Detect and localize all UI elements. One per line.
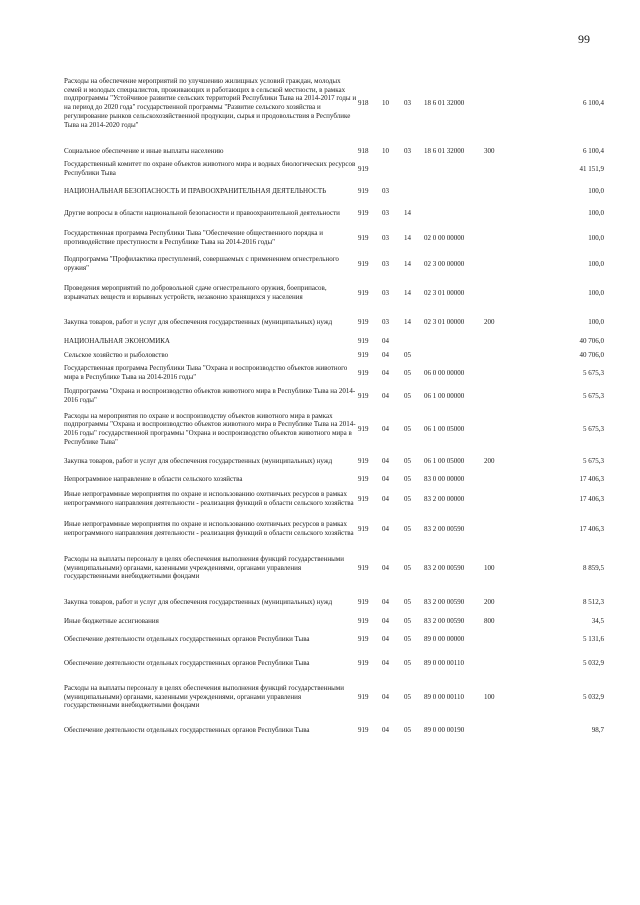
row-section-code: 04 [382,597,389,606]
table-row [64,334,604,348]
row-amount: 100,0 [588,259,604,268]
row-expense-type [484,650,518,676]
row-expense-type: 200 [484,597,495,606]
row-target-code: 06 1 00 05000 [424,456,465,465]
row-amount: 5 032,9 [583,692,604,701]
row-amount: 5 131,6 [583,634,604,643]
row-target-code: 89 0 00 00000 [424,634,465,643]
row-expense-type [484,158,518,180]
row-amount: 100,0 [588,208,604,217]
row-name: Обеспечение деятельности отдельных государственных органов Республики Тыва [64,634,310,643]
row-name: Государственная программа Республики Тыва "Обеспечение общественного порядка и противодействие преступности в Республике Тыва на 2014-2016 годы" [64,229,323,246]
row-section-code: 04 [382,692,389,701]
row-name: Государственная программа Республики Тыва "Охрана и воспроизводство объектов животного мира в Республике Тыва на 2014-2016 годы" [64,364,348,381]
row-expense-type: 100 [484,692,495,701]
table-row [64,252,604,276]
row-admin-code: 919 [358,233,369,242]
row-target-code [424,348,484,362]
row-target-code: 89 0 00 00110 [424,692,464,701]
row-section-code: 03 [382,317,389,326]
row-expense-type [484,512,518,546]
row-admin-code: 919 [358,317,369,326]
table-row [64,472,604,486]
row-admin-code: 919 [358,494,369,503]
row-expense-type [484,334,518,348]
row-target-code: 83 0 00 00000 [424,474,465,483]
table-row [64,590,604,614]
row-target-code [424,158,484,180]
row-subsection-code: 14 [404,259,411,268]
row-target-code: 02 3 00 00000 [424,259,465,268]
row-expense-type [484,180,518,202]
row-admin-code: 919 [358,563,369,572]
row-amount: 6 100,4 [583,98,604,107]
row-admin-code: 919 [358,524,369,533]
table-row [64,180,604,202]
row-amount: 6 100,4 [583,146,604,155]
row-amount: 17 406,3 [579,494,604,503]
row-target-code: 89 0 00 00190 [424,725,465,734]
row-target-code: 83 2 00 00590 [424,524,465,533]
row-admin-code: 919 [358,474,369,483]
row-expense-type [484,628,518,650]
row-name: Обеспечение деятельности отдельных государственных органов Республики Тыва [64,725,310,734]
row-section-code: 10 [382,98,389,107]
row-section-code: 04 [382,658,389,667]
row-target-code: 83 2 00 00590 [424,616,465,625]
row-name: НАЦИОНАЛЬНАЯ ЭКОНОМИКА [64,336,170,345]
row-admin-code: 919 [358,634,369,643]
row-section-code: 03 [382,208,389,217]
row-admin-code: 919 [358,259,369,268]
row-expense-type [484,224,518,252]
table-row [64,512,604,546]
row-admin-code: 919 [358,391,369,400]
table-row [64,224,604,252]
row-name: НАЦИОНАЛЬНАЯ БЕЗОПАСНОСТЬ И ПРАВООХРАНИТЕЛЬНАЯ ДЕЯТЕЛЬНОСТЬ [64,186,327,195]
row-subsection-code: 05 [404,563,411,572]
row-section-code: 03 [382,288,389,297]
row-subsection-code: 05 [404,524,411,533]
table-row [64,384,604,408]
row-section-code: 04 [382,563,389,572]
row-section-code: 04 [382,456,389,465]
row-target-code: 18 6 01 32000 [424,146,465,155]
row-subsection-code: 05 [404,634,411,643]
row-admin-code: 919 [358,725,369,734]
row-target-code: 06 1 00 00000 [424,391,465,400]
row-target-code: 18 6 01 32000 [424,98,465,107]
table-row [64,202,604,224]
row-amount: 8 512,3 [583,597,604,606]
row-name: Обеспечение деятельности отдельных государственных органов Республики Тыва [64,658,310,667]
row-expense-type [484,408,518,450]
row-subsection-code: 05 [404,658,411,667]
row-amount: 40 706,0 [579,336,604,345]
row-section-code: 04 [382,368,389,377]
table-row [64,614,604,628]
row-target-code [424,202,484,224]
row-expense-type: 200 [484,317,495,326]
row-subsection-code: 05 [404,616,411,625]
row-expense-type [484,202,518,224]
row-admin-code: 919 [358,186,369,195]
row-amount: 41 151,9 [579,164,604,173]
row-amount: 100,0 [588,186,604,195]
row-admin-code: 919 [358,456,369,465]
table-row [64,144,604,158]
row-amount: 5 675,3 [583,368,604,377]
row-name: Непрограммное направление в области сельского хозяйства [64,474,243,483]
table-row [64,628,604,650]
table-row [64,450,604,472]
row-subsection-code: 03 [404,98,411,107]
row-target-code [424,334,484,348]
budget-table [64,62,604,742]
row-expense-type: 300 [484,146,495,155]
row-admin-code: 919 [358,597,369,606]
row-expense-type [484,348,518,362]
row-amount: 5 675,3 [583,456,604,465]
row-amount: 98,7 [591,725,604,734]
row-name: Другие вопросы в области национальной безопасности и правоохранительной деятельности [64,208,340,217]
row-subsection-code: 05 [404,456,411,465]
row-admin-code: 919 [358,208,369,217]
row-subsection-code: 14 [404,233,411,242]
row-admin-code: 918 [358,98,369,107]
row-name: Расходы на выплаты персоналу в целях обеспечения выполнения функций государственными (муниципальными) органами, казенными учреждениями, органами управления государственными внебюджетными фондами [64,554,344,581]
row-target-code: 02 3 01 00000 [424,317,465,326]
row-subsection-code: 14 [404,208,411,217]
row-subsection-code: 14 [404,288,411,297]
table-row [64,650,604,676]
row-subsection-code: 05 [404,424,411,433]
row-section-code: 04 [382,336,389,345]
row-amount: 5 675,3 [583,391,604,400]
row-section-code: 04 [382,424,389,433]
row-name: Иные бюджетные ассигнования [64,616,159,625]
row-subsection-code: 05 [404,692,411,701]
row-section-code: 10 [382,146,389,155]
row-name: Государственный комитет по охране объектов животного мира и водных биологических ресурсов Республики Тыва [64,160,356,177]
row-amount: 40 706,0 [579,350,604,359]
row-subsection-code [404,334,424,348]
row-subsection-code: 14 [404,317,411,326]
row-subsection-code: 05 [404,368,411,377]
row-amount: 8 859,5 [583,563,604,572]
row-section-code: 04 [382,474,389,483]
row-expense-type [484,718,518,742]
row-subsection-code: 05 [404,597,411,606]
row-amount: 100,0 [588,288,604,297]
row-subsection-code [404,158,424,180]
row-target-code [424,180,484,202]
row-admin-code: 919 [358,658,369,667]
row-target-code: 06 0 00 00000 [424,368,465,377]
row-name: Иные непрограммные мероприятия по охране и использованию охотничьих ресурсов в рамках непрограммного направления деятельности - реализация функций в области сельского хозяйства [64,490,354,507]
row-section-code: 04 [382,616,389,625]
row-name: Сельское хозяйство и рыболовство [64,350,169,359]
row-target-code: 02 3 01 00000 [424,288,465,297]
row-admin-code: 919 [358,692,369,701]
row-expense-type: 200 [484,456,495,465]
row-subsection-code: 05 [404,474,411,483]
row-admin-code: 919 [358,164,369,173]
row-section-code [382,158,404,180]
row-name: Социальное обеспечение и иные выплаты населению [64,146,224,155]
row-name: Проведения мероприятий по добровольной сдаче огнестрельного оружия, боеприпасов, взрывчатых веществ и взрывных устройств, незаконно хранящихся у населения [64,284,327,301]
row-amount: 5 675,3 [583,424,604,433]
row-section-code: 03 [382,186,389,195]
row-subsection-code: 05 [404,725,411,734]
row-amount: 100,0 [588,317,604,326]
table-row [64,158,604,180]
row-amount: 34,5 [591,616,604,625]
row-expense-type [484,62,518,144]
table-row [64,486,604,512]
row-amount: 17 406,3 [579,474,604,483]
row-admin-code: 919 [358,336,369,345]
row-subsection-code: 05 [404,494,411,503]
page-number: 99 [578,32,590,46]
row-admin-code: 919 [358,368,369,377]
row-admin-code: 919 [358,350,369,359]
row-section-code: 04 [382,391,389,400]
row-section-code: 04 [382,350,389,359]
row-name: Расходы на мероприятия по охране и воспроизводству объектов животного мира в рамках подпрограммы "Охрана и воспроизводство объектов животного мира в Республике Тыва на 2014-2016 годы" государственной программы "Охрана и воспроизводство объектов животного мира в Республике Тыва" [64,411,356,446]
budget-table-body [64,62,604,742]
row-section-code: 04 [382,634,389,643]
row-section-code: 03 [382,259,389,268]
row-target-code: 83 2 00 00000 [424,494,465,503]
row-admin-code: 918 [358,146,369,155]
row-subsection-code: 05 [404,391,411,400]
row-target-code: 83 2 00 00590 [424,597,465,606]
row-expense-type [484,472,518,486]
row-amount: 17 406,3 [579,524,604,533]
row-expense-type [484,486,518,512]
row-target-code: 89 0 00 00110 [424,658,464,667]
row-amount: 100,0 [588,233,604,242]
row-name: Закупка товаров, работ и услуг для обеспечения государственных (муниципальных) нужд [64,597,333,606]
table-row [64,546,604,590]
row-subsection-code [404,180,424,202]
row-name: Расходы на выплаты персоналу в целях обеспечения выполнения функций государственными (муниципальными) органами, казенными учреждениями, органами управления государственными внебюджетными фондами [64,683,344,710]
row-subsection-code: 05 [404,350,411,359]
row-name: Подпрограмма "Профилактика преступлений, совершаемых с применением огнестрельного оружия" [64,255,339,272]
row-admin-code: 919 [358,288,369,297]
row-admin-code: 919 [358,616,369,625]
row-admin-code: 919 [358,424,369,433]
table-row [64,310,604,334]
row-expense-type [484,252,518,276]
row-expense-type: 100 [484,563,495,572]
table-row [64,276,604,310]
table-row [64,718,604,742]
row-name: Иные непрограммные мероприятия по охране и использованию охотничьих ресурсов в рамках непрограммного направления деятельности - реализация функций в области сельского хозяйства [64,520,354,537]
table-row [64,348,604,362]
row-expense-type [484,276,518,310]
table-row [64,62,604,144]
table-row [64,676,604,718]
row-name: Закупка товаров, работ и услуг для обеспечения государственных (муниципальных) нужд [64,456,333,465]
row-name: Закупка товаров, работ и услуг для обеспечения государственных (муниципальных) нужд [64,317,333,326]
row-name: Подпрограмма "Охрана и воспроизводство объектов животного мира в Республике Тыва на 2014-2016 годы" [64,387,356,404]
row-section-code: 04 [382,524,389,533]
row-expense-type [484,384,518,408]
row-expense-type: 800 [484,616,495,625]
row-section-code: 04 [382,725,389,734]
row-target-code: 02 0 00 00000 [424,233,465,242]
table-row [64,408,604,450]
row-amount: 5 032,9 [583,658,604,667]
row-expense-type [484,362,518,384]
row-section-code: 04 [382,494,389,503]
row-target-code: 83 2 00 00590 [424,563,465,572]
table-row [64,362,604,384]
row-target-code: 06 1 00 05000 [424,424,465,433]
row-name: Расходы на обеспечение мероприятий по улучшению жилищных условий граждан, молодых семей и молодых специалистов, проживающих и работающих в сельской местности, в рамках подпрограммы "Устойчивое развитие сельских территорий Республики Тыва на 2014-2017 годы и на период до 2020 года" государственной программы "Развитие сельского хозяйства и регулирование рынков сельскохозяйственной продукции, сырья и продовольствия в Республике Тыва на 2014-2020 годы" [64,76,357,129]
row-section-code: 03 [382,233,389,242]
row-subsection-code: 03 [404,146,411,155]
